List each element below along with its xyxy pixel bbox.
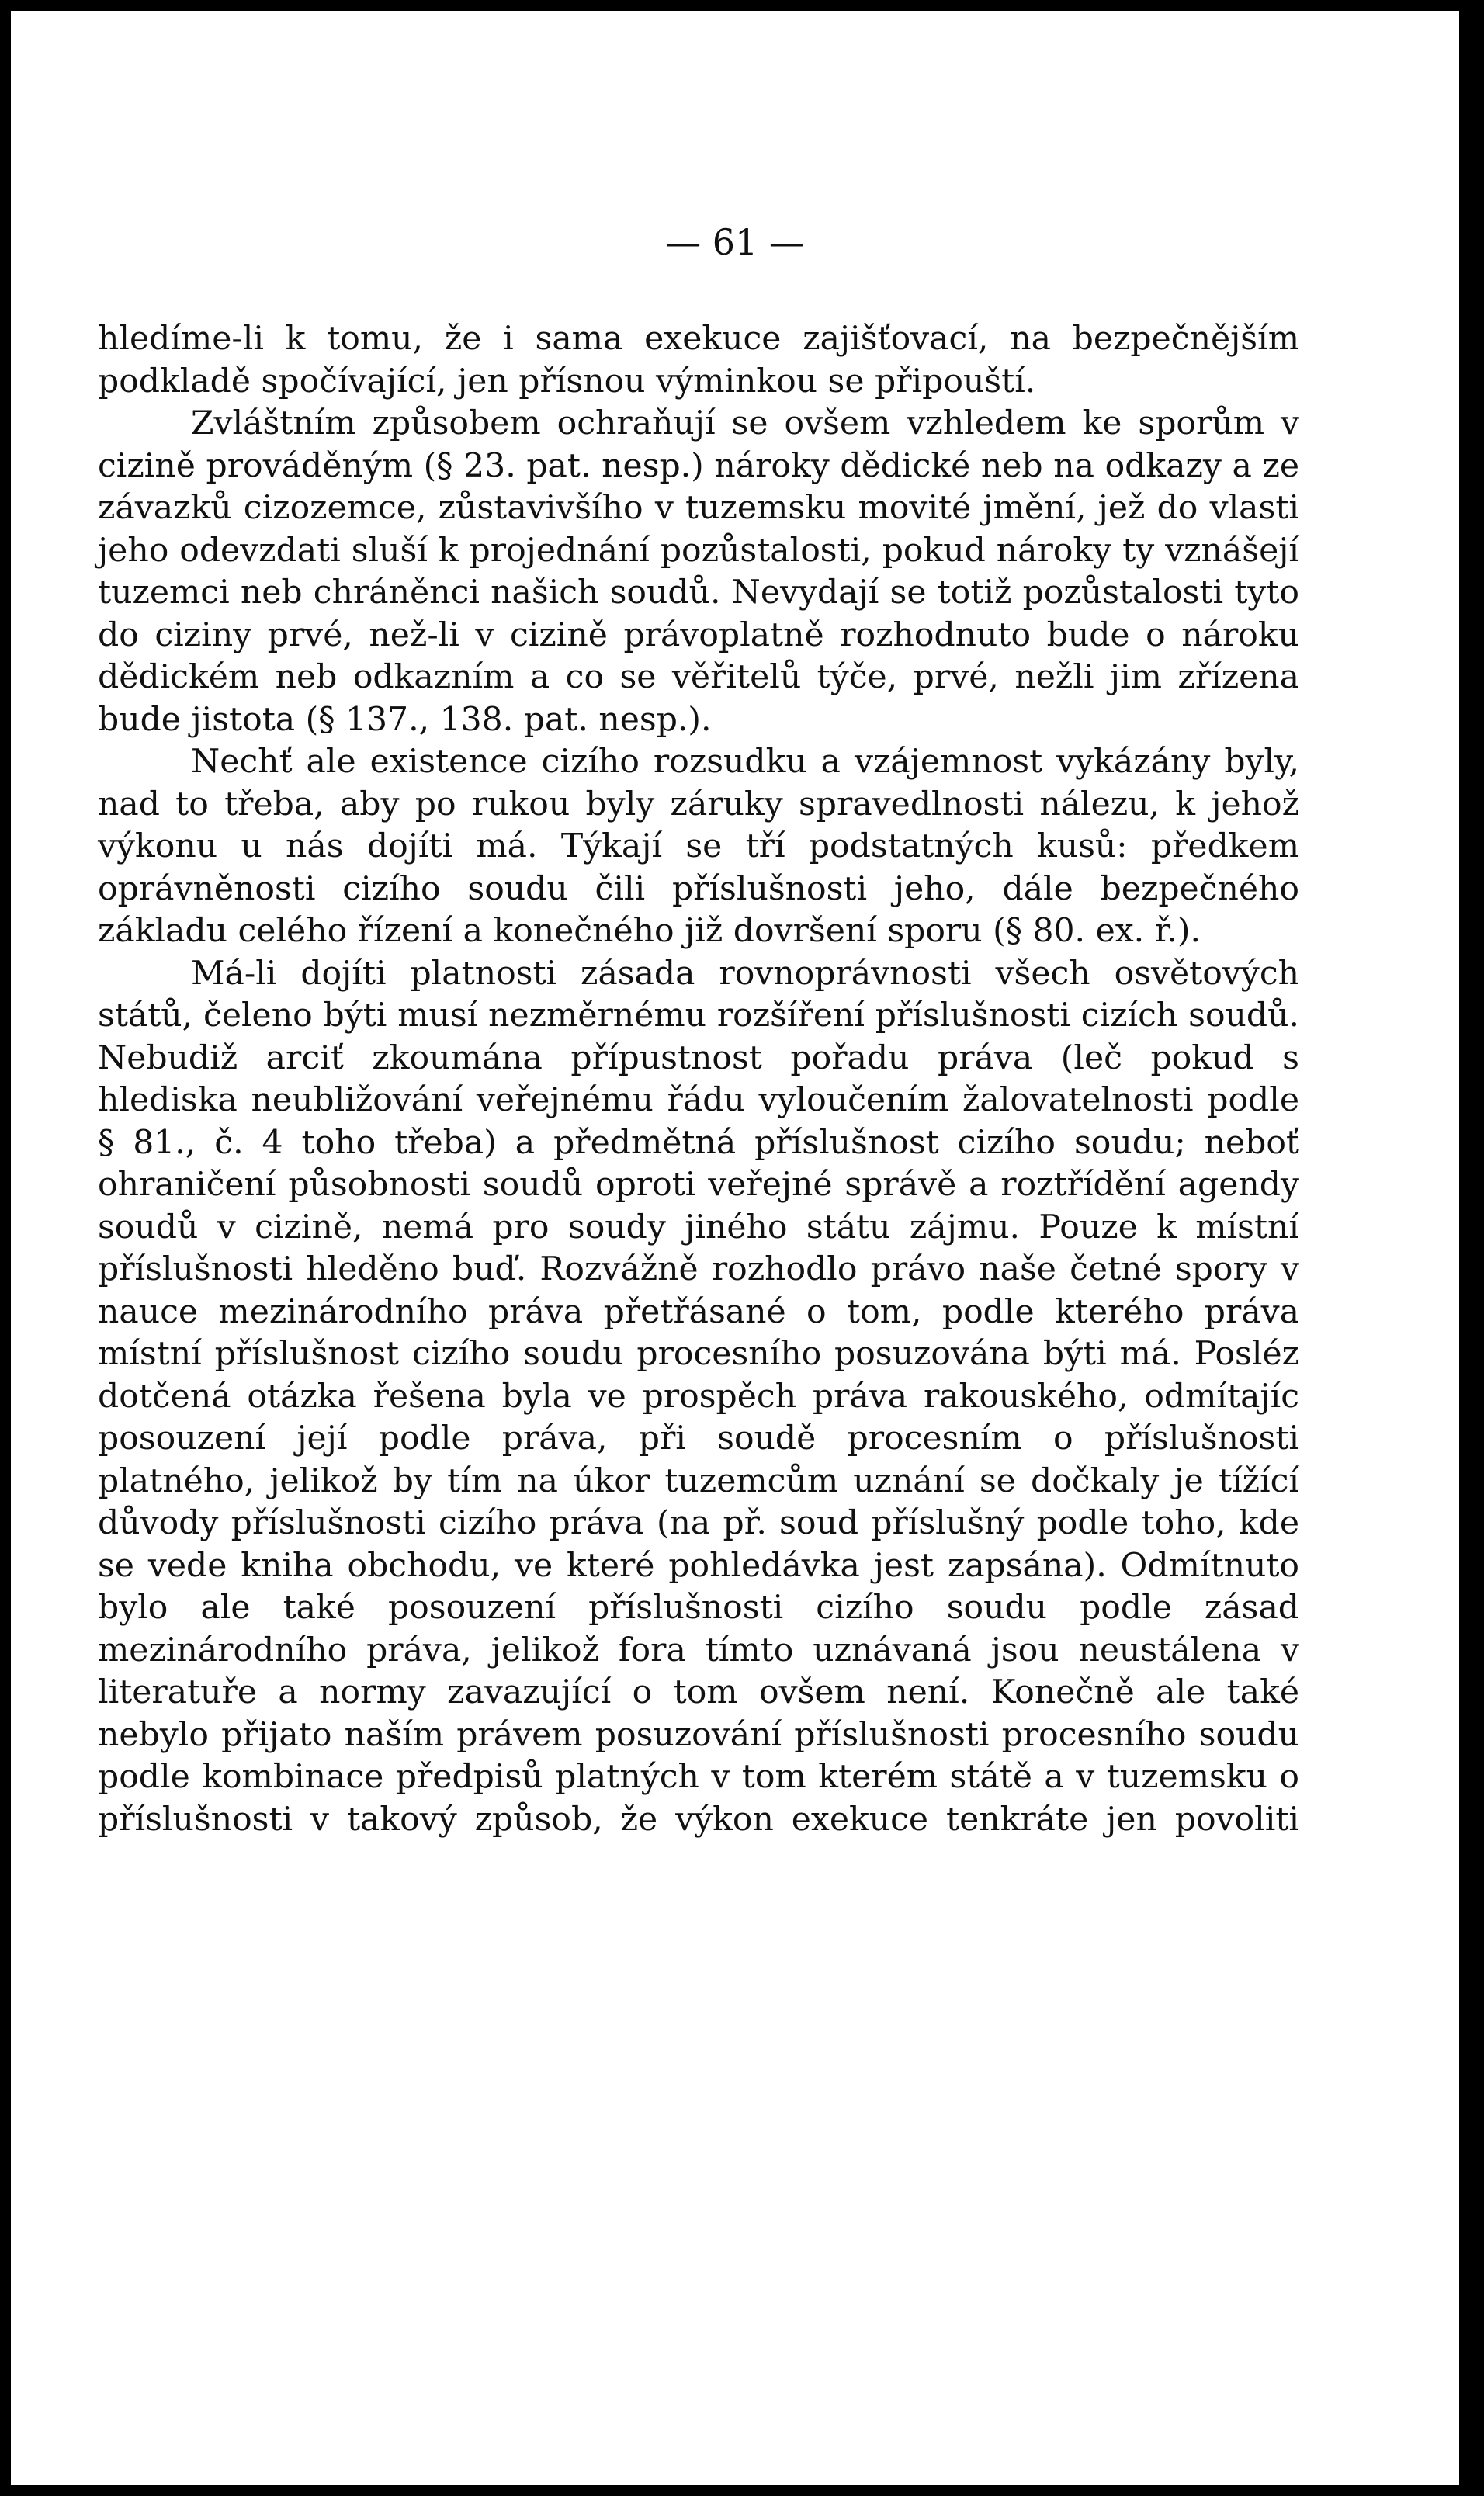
paragraph-inheritance-claims: Zvláštním způsobem ochraňují se ovšem vzhledem ke sporům v cizině prováděným (§ 23. pat. nesp.) nároky dědické neb na odkazy a ze závazků cizozemce, zůstavivšího v tuzemsku movité jmění, jež do vlasti jeho odevzdati sluší k projednání pozůstalosti, pokud nároky ty vznášejí tuzemci neb chráněnci našich soudů. Nevydají se totiž pozůstalosti tyto do ciziny prvé, než-li v cizině právoplatně rozhodnuto bude o nároku dědickém neb odkazním a co se věřitelů týče, prvé, nežli jim zřízena bude jistota (§ 137., 138. pat. nesp.). [98,404,1299,739]
page-number: — 61 — [665,221,805,263]
paragraph-jurisdiction: Má-li dojíti platnosti zásada rovnoprávnosti všech osvětových států, čeleno býti musí nezměrnému rozšíření příslušnosti cizích soudů. Nebudiž arciť zkoumána přípustnost pořadu práva (leč pokud s hlediska neubližování veřejnému řádu vyloučením žalovatelnosti podle § 81., č. 4 toho třeba) a předmětná příslušnost cizího soudu; neboť ohraničení působnosti soudů oproti veřejné správě a roztřídění agendy soudů v cizině, nemá pro soudy jiného státu zájmu. Pouze k místní příslušnosti hleděno buď. Rozvážně rozhodlo právo naše četné spory v nauce mezinárodního práva přetřásané o tom, podle kterého práva místní příslušnost cizího soudu procesního posuzována býti má. Posléz dotčená otázka řešena byla ve prospěch práva rakouského, odmítajíc posouzení její podle práva, při soudě procesním o příslušnosti platného, jelikož by tím na úkor tuzemcům uznání se dočkaly je tížící důvody příslušnosti cizího práva (na př. soud příslušný podle toho, kde se vede kniha obchodu, ve které pohledávka jest zapsána). Odmítnuto bylo ale také posouzení příslušnosti cizího soudu podle zásad mezinárodního práva, jelikož fora tímto uznávaná jsou neustálena v literatuře a normy zavazující o tom ovšem není. Konečně ale také nebylo přijato naším právem posuzování příslušnosti procesního soudu podle kombinace předpisů platných v tom kterém státě a v tuzemsku o příslušnosti v takový způsob, že výkon exekuce tenkráte jen povoliti [98,954,1299,1839]
paragraph-continuation: hledíme-li k tomu, že i sama exekuce zajišťovací, na bezpečnějším podkladě spočívající, jen přísnou výminkou se připouští. [98,320,1299,400]
book-page [11,11,1459,2485]
body-text [98,318,1299,1841]
paragraph-guarantees-of-justice: Nechť ale existence cizího rozsudku a vzájemnost vykázány byly, nad to třeba, aby po rukou byly záruky spravedlnosti nálezu, k jehož výkonu u nás dojíti má. Týkají se tří podstatných kusů: předkem oprávněnosti cizího soudu čili příslušnosti jeho, dále bezpečného základu celého řízení a konečného již dovršení sporu (§ 80. ex. ř.). [98,743,1299,950]
